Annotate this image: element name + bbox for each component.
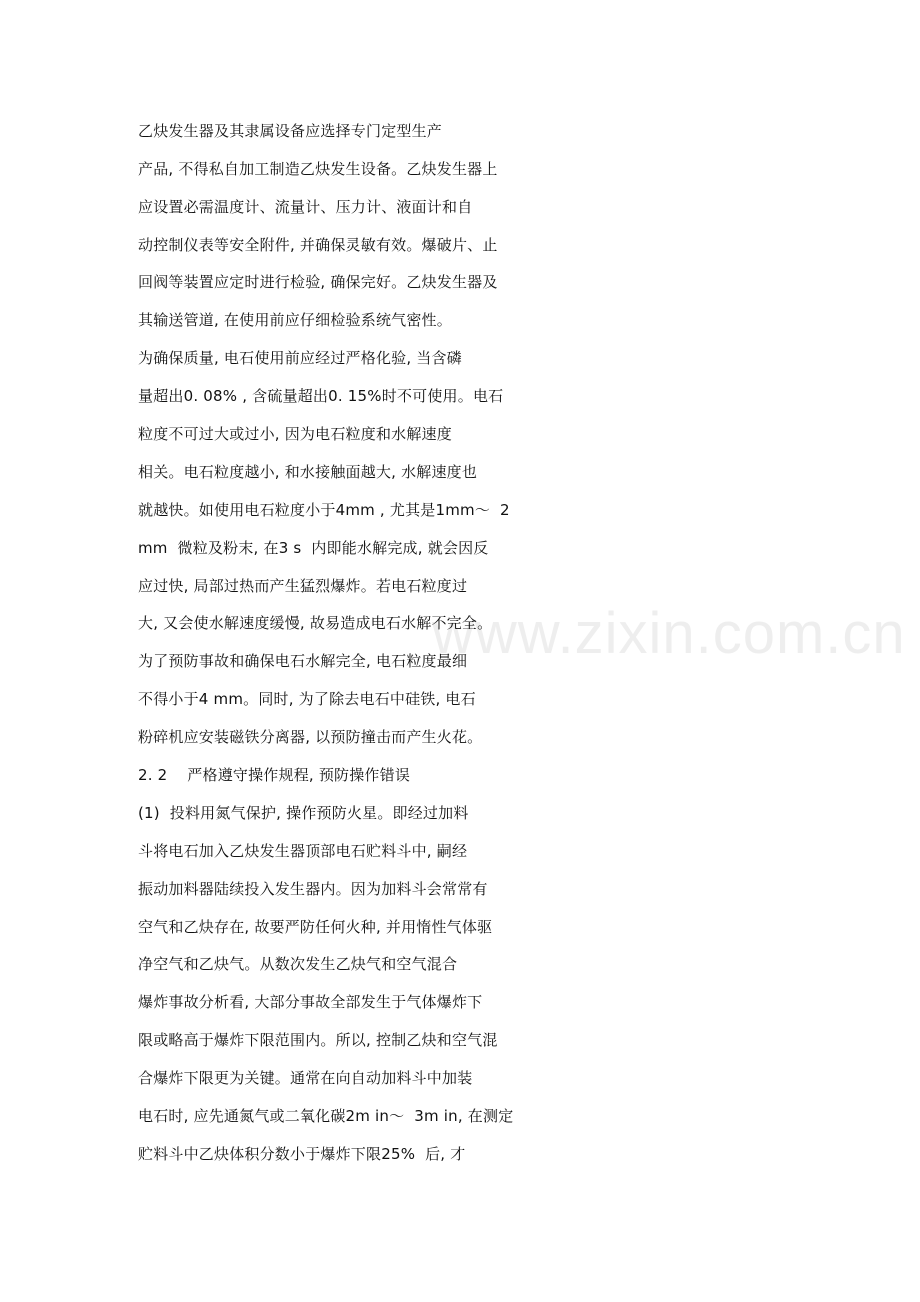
text-line: 大, 又会使水解速度缓慢, 故易造成电石水解不完全。 [138,614,493,632]
text-line: 相关。电石粒度越小, 和水接触面越大, 水解速度也 [138,463,478,481]
text-line: (1) 投料用氮气保护, 操作预防火星。即经过加料 [138,804,469,822]
text-line: mm 微粒及粉末, 在3 s 内即能水解完成, 就会因反 [138,539,489,557]
text-line: 为了预防事故和确保电石水解完全, 电石粒度最细 [138,652,468,670]
text-line: 粉碎机应安装磁铁分离器, 以预防撞击而产生火花。 [138,728,483,746]
text-line: 应设置必需温度计、流量计、压力计、液面计和自 [138,198,473,216]
text-line: 量超出0. 08% , 含硫量超出0. 15%时不可使用。电石 [138,387,504,405]
text-line: 爆炸事故分析看, 大部分事故全部发生于气体爆炸下 [138,993,483,1011]
text-line: 其输送管道, 在使用前应仔细检验系统气密性。 [138,311,452,329]
text-line: 贮料斗中乙炔体积分数小于爆炸下限25% 后, 才 [138,1145,466,1163]
text-line: 电石时, 应先通氮气或二氧化碳2m in～ 3m in, 在测定 [138,1107,514,1125]
text-line: 回阀等装置应定时进行检验, 确保完好。乙炔发生器及 [138,273,498,291]
text-line: 限或略高于爆炸下限范围内。所以, 控制乙炔和空气混 [138,1031,498,1049]
text-line: 合爆炸下限更为关键。通常在向自动加料斗中加装 [138,1069,473,1087]
text-line: 就越快。如使用电石粒度小于4mm , 尤其是1mm～ 2 [138,501,510,519]
text-line: 斗将电石加入乙炔发生器顶部电石贮料斗中, 嗣经 [138,842,468,860]
section-heading: 2. 2 严格遵守操作规程, 预防操作错误 [138,766,411,784]
text-line: 净空气和乙炔气。从数次发生乙炔气和空气混合 [138,955,458,973]
text-line: 产品, 不得私自加工制造乙炔发生设备。乙炔发生器上 [138,160,498,178]
text-line: 为确保质量, 电石使用前应经过严格化验, 当含磷 [138,349,462,367]
text-line: 应过快, 局部过热而产生猛烈爆炸。若电石粒度过 [138,577,468,595]
text-line: 粒度不可过大或过小, 因为电石粒度和水解速度 [138,425,452,443]
text-line: 乙炔发生器及其隶属设备应选择专门定型生产 [138,122,443,140]
text-line: 振动加料器陆续投入发生器内。因为加料斗会常常有 [138,880,488,898]
text-line: 空气和乙炔存在, 故要严防任何火种, 并用惰性气体驱 [138,918,493,936]
text-line: 动控制仪表等安全附件, 并确保灵敏有效。爆破片、止 [138,236,498,254]
text-line: 不得小于4 mm。同时, 为了除去电石中硅铁, 电石 [138,690,476,708]
watermark: www.zixin.com.cn [432,601,906,666]
